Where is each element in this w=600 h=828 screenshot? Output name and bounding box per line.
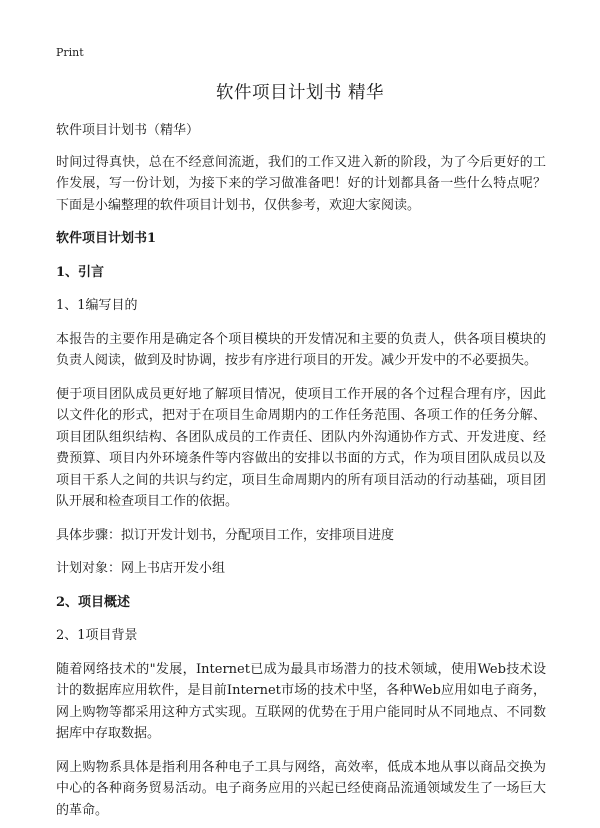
- document-subtitle: 软件项目计划书（精华）: [56, 123, 200, 138]
- section-title: 软件项目计划书1: [56, 231, 157, 246]
- intro-paragraph: 时间过得真快，总在不经意间流逝，我们的工作又进入新的阶段，为了今后更好的工作发展，写一份计划，为接下来的学习做准备吧！好的计划都具备一些什么特点呢？下面是小编整理的软件项目计划书，仅供参考，欢迎大家阅读。: [56, 154, 546, 213]
- document-body: [56, 120, 546, 821]
- heading-introduction: 1、引言: [56, 264, 105, 280]
- target-paragraph: 计划对象：网上书店开发小组: [56, 561, 226, 576]
- document-title: 软件项目计划书 精华: [215, 83, 385, 103]
- background-paragraph-2: 网上购物系具体是指利用各种电子工具与网络，高效率，低成本地从事以商品交换为中心的各种商务贸易活动。电子商务应用的兴起已经使商品流通领域发生了一场巨大的革命。: [56, 759, 546, 818]
- subheading-purpose: 1、1编写目的: [56, 298, 138, 313]
- steps-paragraph: 具体步骤：拟订开发计划书，分配项目工作，安排项目进度: [56, 527, 395, 543]
- subheading-background: 2、1项目背景: [56, 628, 138, 643]
- heading-project-overview: 2、项目概述: [56, 594, 131, 610]
- purpose-paragraph-2: 便于项目团队成员更好地了解项目情况，使项目工作开展的各个过程合理有序，因此以文件化的形式，把对于在项目生命周期内的工作任务范围、各项工作的任务分解、项目团队组织结构、各团队成员的工作责任、团队内外沟通协作方式、开发进度、经费预算、项目内外环境条件等内容做出的安排以书面的方式，作为项目团队成员以及项目干系人之间的共识与约定，项目生命周期内的所有项目活动的行动基础，项目团队开展和检查项目工作的依据。: [56, 386, 546, 509]
- purpose-paragraph-1: 本报告的主要作用是确定各个项目模块的开发情况和主要的负责人，供各项目模块的负责人阅读，做到及时协调，按步有序进行项目的开发。减少开发中的不必要损失。: [56, 331, 546, 368]
- print-label: Print: [56, 46, 84, 59]
- background-paragraph-1: 随着网络技术的"发展，Internet已成为最具市场潜力的技术领域，使用Web技术设计的数据库应用软件，是目前Internet市场的技术中坚，各种Web应用如电子商务，网上购物等都采用这种方式实现。互联网的优势在于用户能同时从不同地点、不同数据库中存取数据。: [56, 661, 546, 741]
